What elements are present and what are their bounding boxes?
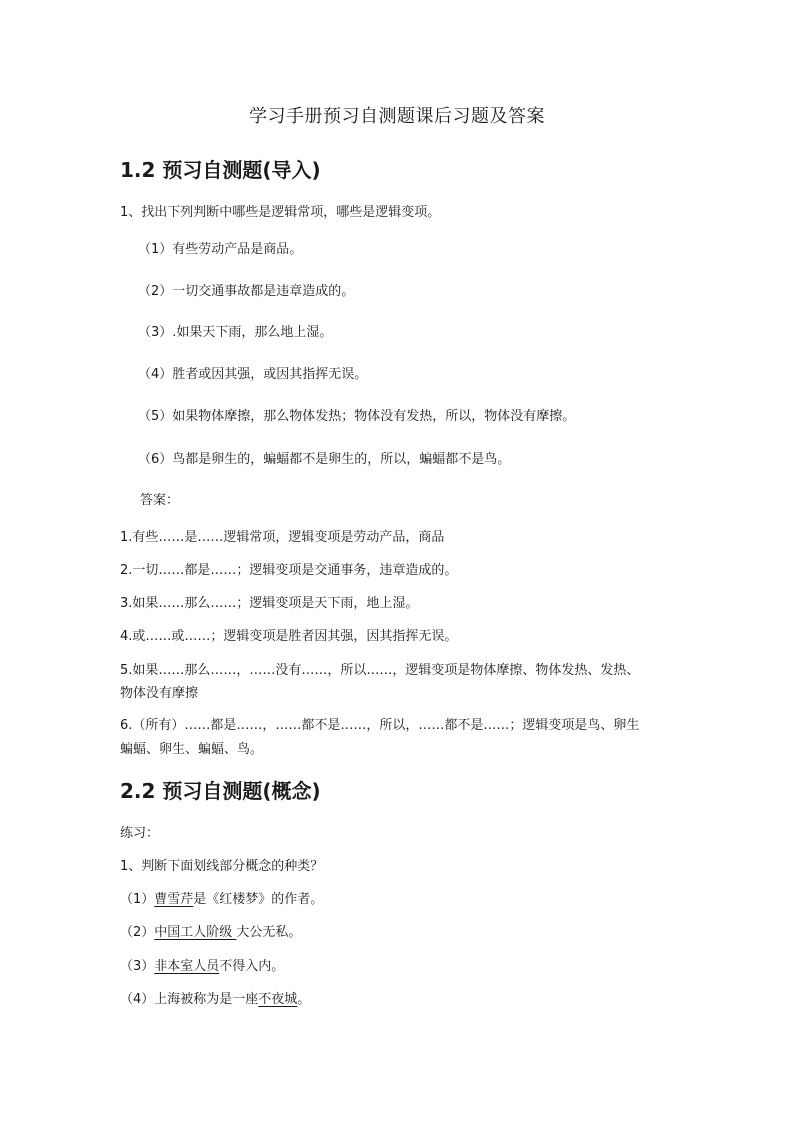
section-heading-1: 1.2 预习自测题(导入) bbox=[120, 158, 321, 182]
answer-label: 答案： bbox=[140, 493, 180, 508]
answer-line: 蝙蝠、卵生、蝙蝠、鸟。 bbox=[120, 742, 264, 757]
item-rest: 是《红楼梦》的作者。 bbox=[193, 892, 324, 907]
question-1: 1、找出下列判断中哪些是逻辑常项，哪些是逻辑变项。 bbox=[120, 205, 441, 220]
list-item: （1）有些劳动产品是商品。 bbox=[138, 242, 303, 257]
answer-line: 3.如果……那么……；逻辑变项是天下雨，地上湿。 bbox=[120, 596, 419, 611]
list-item: （5）如果物体摩擦，那么物体发热；物体没有发热，所以，物体没有摩擦。 bbox=[138, 409, 576, 424]
list-item: （3）.如果天下雨，那么地上湿。 bbox=[138, 325, 333, 340]
item-prefix: （4）上海被称为是一座 bbox=[120, 992, 259, 1007]
list-item: （6）鸟都是卵生的，蝙蝠都不是卵生的，所以，蝙蝠都不是鸟。 bbox=[138, 452, 511, 467]
list-item bbox=[120, 890, 323, 910]
section-heading-2: 2.2 预习自测题(概念) bbox=[120, 779, 321, 803]
item-prefix: （1） bbox=[120, 892, 155, 907]
answer-line: 5.如果……那么……，……没有……，所以……，逻辑变项是物体摩擦、物体发热、发热、 bbox=[120, 663, 640, 678]
list-item bbox=[120, 990, 310, 1010]
underlined-term: 不夜城 bbox=[258, 992, 298, 1007]
list-item: （4）胜者或因其强，或因其指挥无误。 bbox=[138, 367, 368, 382]
item-prefix: （3） bbox=[120, 959, 155, 974]
item-rest: 。 bbox=[297, 992, 311, 1007]
item-prefix: （2） bbox=[120, 925, 155, 940]
document-title: 学习手册预习自测题课后习题及答案 bbox=[249, 106, 545, 127]
answer-line: 物体没有摩擦 bbox=[120, 686, 199, 701]
answer-line: 4.或……或……；逻辑变项是胜者因其强，因其指挥无误。 bbox=[120, 629, 458, 644]
underlined-term: 中国工人阶级 bbox=[154, 925, 237, 940]
answer-line: 1.有些……是……逻辑常项，逻辑变项是劳动产品，商品 bbox=[120, 530, 445, 545]
practice-label: 练习： bbox=[120, 826, 160, 841]
item-rest: 大公无私。 bbox=[236, 925, 302, 940]
underlined-term: 非本室人员 bbox=[154, 959, 220, 974]
answer-line: 2.一切……都是……；逻辑变项是交通事务，违章造成的。 bbox=[120, 563, 458, 578]
list-item bbox=[120, 923, 301, 943]
item-rest: 不得入内。 bbox=[219, 959, 285, 974]
list-item: （2）一切交通事故都是违章造成的。 bbox=[138, 284, 355, 299]
list-item bbox=[120, 957, 284, 977]
question-2: 1、判断下面划线部分概念的种类？ bbox=[120, 859, 324, 874]
underlined-term: 曹雪芹 bbox=[154, 892, 194, 907]
answer-line: 6.（所有）……都是……，……都不是……，所以，……都不是……；逻辑变项是鸟、卵生 bbox=[120, 718, 640, 733]
